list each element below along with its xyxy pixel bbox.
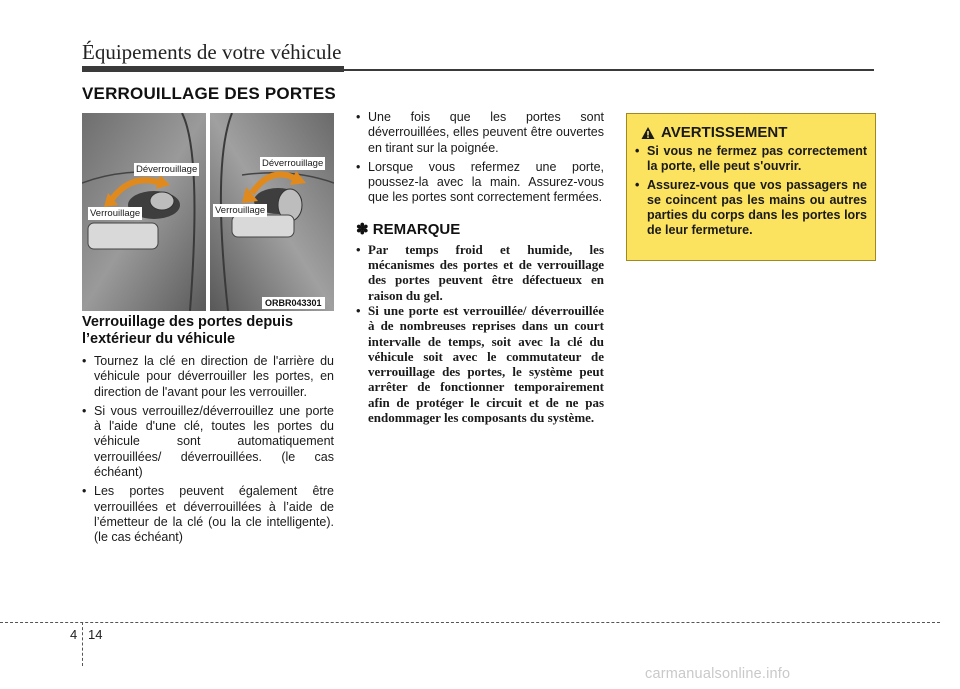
header-rule-thick xyxy=(82,66,344,72)
footer-divider xyxy=(0,622,940,623)
page-number: 14 xyxy=(88,627,103,642)
column-middle xyxy=(356,110,604,425)
page-section-number: 4 xyxy=(70,627,78,642)
illustration-code: ORBR043301 xyxy=(262,297,325,309)
section-title: VERROUILLAGE DES PORTES xyxy=(82,84,336,103)
column-left xyxy=(82,314,334,550)
remark-item: • Par temps froid et humide, les mécanismes des portes et de verrouillage des portes peuvent être défectueux en raison du gel. xyxy=(356,242,604,303)
subsection-heading: Verrouillage des portes depuis l’extérieur du véhicule xyxy=(82,314,294,347)
warning-header xyxy=(635,124,867,141)
list-item: • Lorsque vous refermez une porte, poussez-la avec la main. Assurez-vous que les portes sont correctement fermées. xyxy=(356,160,604,206)
warning-item: • Si vous ne fermez pas correctement la porte, elle peut s'ouvrir. xyxy=(635,144,867,175)
warning-item: • Assurez-vous que vos passagers ne se coincent pas les mains ou autres parties du corps dans les portes lors de leur fermeture. xyxy=(635,178,867,239)
list-item: • Tournez la clé en direction de l'arrière du véhicule pour déverrouiller les portes, en direction de l'avant pour les verrouiller. xyxy=(82,354,334,400)
watermark: carmanualsonline.info xyxy=(645,666,791,682)
footer-vertical-divider xyxy=(82,622,83,666)
warning-title: AVERTISSEMENT xyxy=(661,124,788,141)
label-unlock-left: Déverrouillage xyxy=(136,164,198,175)
label-unlock-right: Déverrouillage xyxy=(262,158,324,169)
list-item: • Les portes peuvent également être verrouillées et déverrouillées à l’aide de l’émetteur de la clé (ou la cle intelligente).(le cas échéant) xyxy=(82,484,334,545)
label-lock-left: Verrouillage xyxy=(90,208,141,219)
door-lock-illustration xyxy=(82,113,334,311)
header-title: Équipements de votre véhicule xyxy=(82,40,342,64)
label-lock-right: Verrouillage xyxy=(215,205,266,216)
warning-box xyxy=(626,113,876,261)
list-item: • Une fois que les portes sont déverrouillées, elles peuvent être ouvertes en tirant sur la poignée. xyxy=(356,110,604,156)
remark-item: • Si une porte est verrouillée/ déverrouillée à de nombreuses reprises dans un court intervalle de temps, soit avec la clé du véhicule soit avec le commutateur de verrouillage des portes, le système peut arrêter de fonctionner temporairement afin de protéger le circuit et de ne pas endommager les composants du système. xyxy=(356,303,604,425)
remark-title: ✽ REMARQUE xyxy=(356,220,461,238)
list-item: • Si vous verrouillez/déverrouillez une porte à l'aide d'une clé, toutes les portes du véhicule sont automatiquement verrouillées/ déverrouillées. (le cas échéant) xyxy=(82,404,334,480)
header-rule-thin xyxy=(344,69,874,71)
warning-triangle-icon xyxy=(641,126,655,140)
